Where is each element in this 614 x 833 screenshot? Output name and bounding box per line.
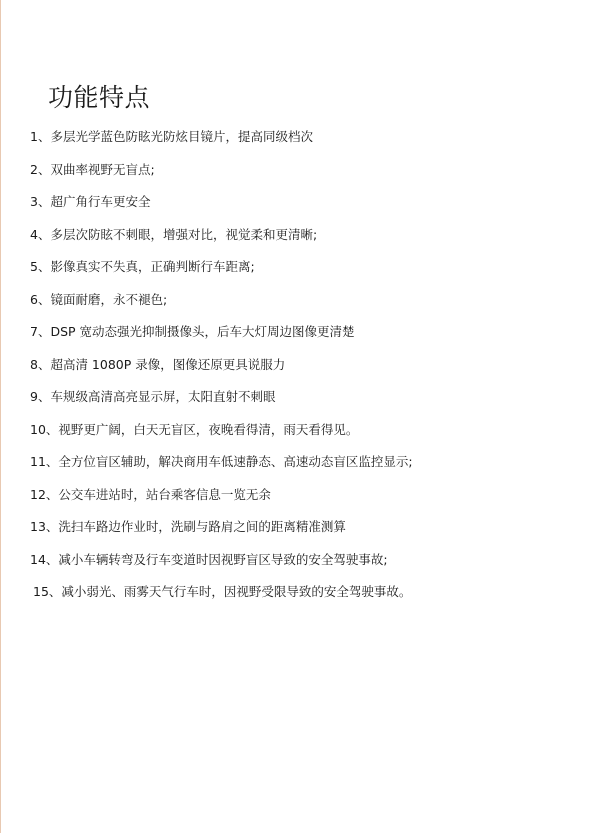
feature-item-11: 11、全方位盲区辅助，解决商用车低速静态、高速动态盲区监控显示; — [30, 454, 413, 469]
feature-item-7: 7、DSP 宽动态强光抑制摄像头，后车大灯周边图像更清楚 — [30, 324, 355, 339]
feature-item-5: 5、影像真实不失真，正确判断行车距离; — [30, 259, 255, 274]
feature-item-3: 3、超广角行车更安全 — [30, 194, 151, 209]
feature-item-15: 15、减小弱光、雨雾天气行车时，因视野受限导致的安全驾驶事故。 — [33, 584, 412, 599]
feature-item-13: 13、洗扫车路边作业时，洗刷与路肩之间的距离精准测算 — [30, 519, 346, 534]
feature-item-10: 10、视野更广阔，白天无盲区，夜晚看得清，雨天看得见。 — [30, 422, 359, 437]
feature-item-4: 4、多层次防眩不刺眼，增强对比，视觉柔和更清晰; — [30, 227, 318, 242]
page-title: 功能特点 — [48, 83, 151, 112]
feature-item-6: 6、镜面耐磨，永不褪色; — [30, 292, 168, 307]
feature-item-9: 9、车规级高清高亮显示屏，太阳直射不刺眼 — [30, 389, 276, 404]
feature-item-8: 8、超高清 1080P 录像，图像还原更具说服力 — [30, 357, 286, 372]
feature-item-1: 1、多层光学蓝色防眩光防炫目镜片，提高同级档次 — [30, 129, 313, 144]
feature-item-12: 12、公交车进站时，站台乘客信息一览无余 — [30, 487, 271, 502]
feature-item-14: 14、减小车辆转弯及行车变道时因视野盲区导致的安全驾驶事故; — [30, 552, 388, 567]
feature-item-2: 2、双曲率视野无盲点; — [30, 162, 155, 177]
page-left-border — [0, 0, 1, 833]
